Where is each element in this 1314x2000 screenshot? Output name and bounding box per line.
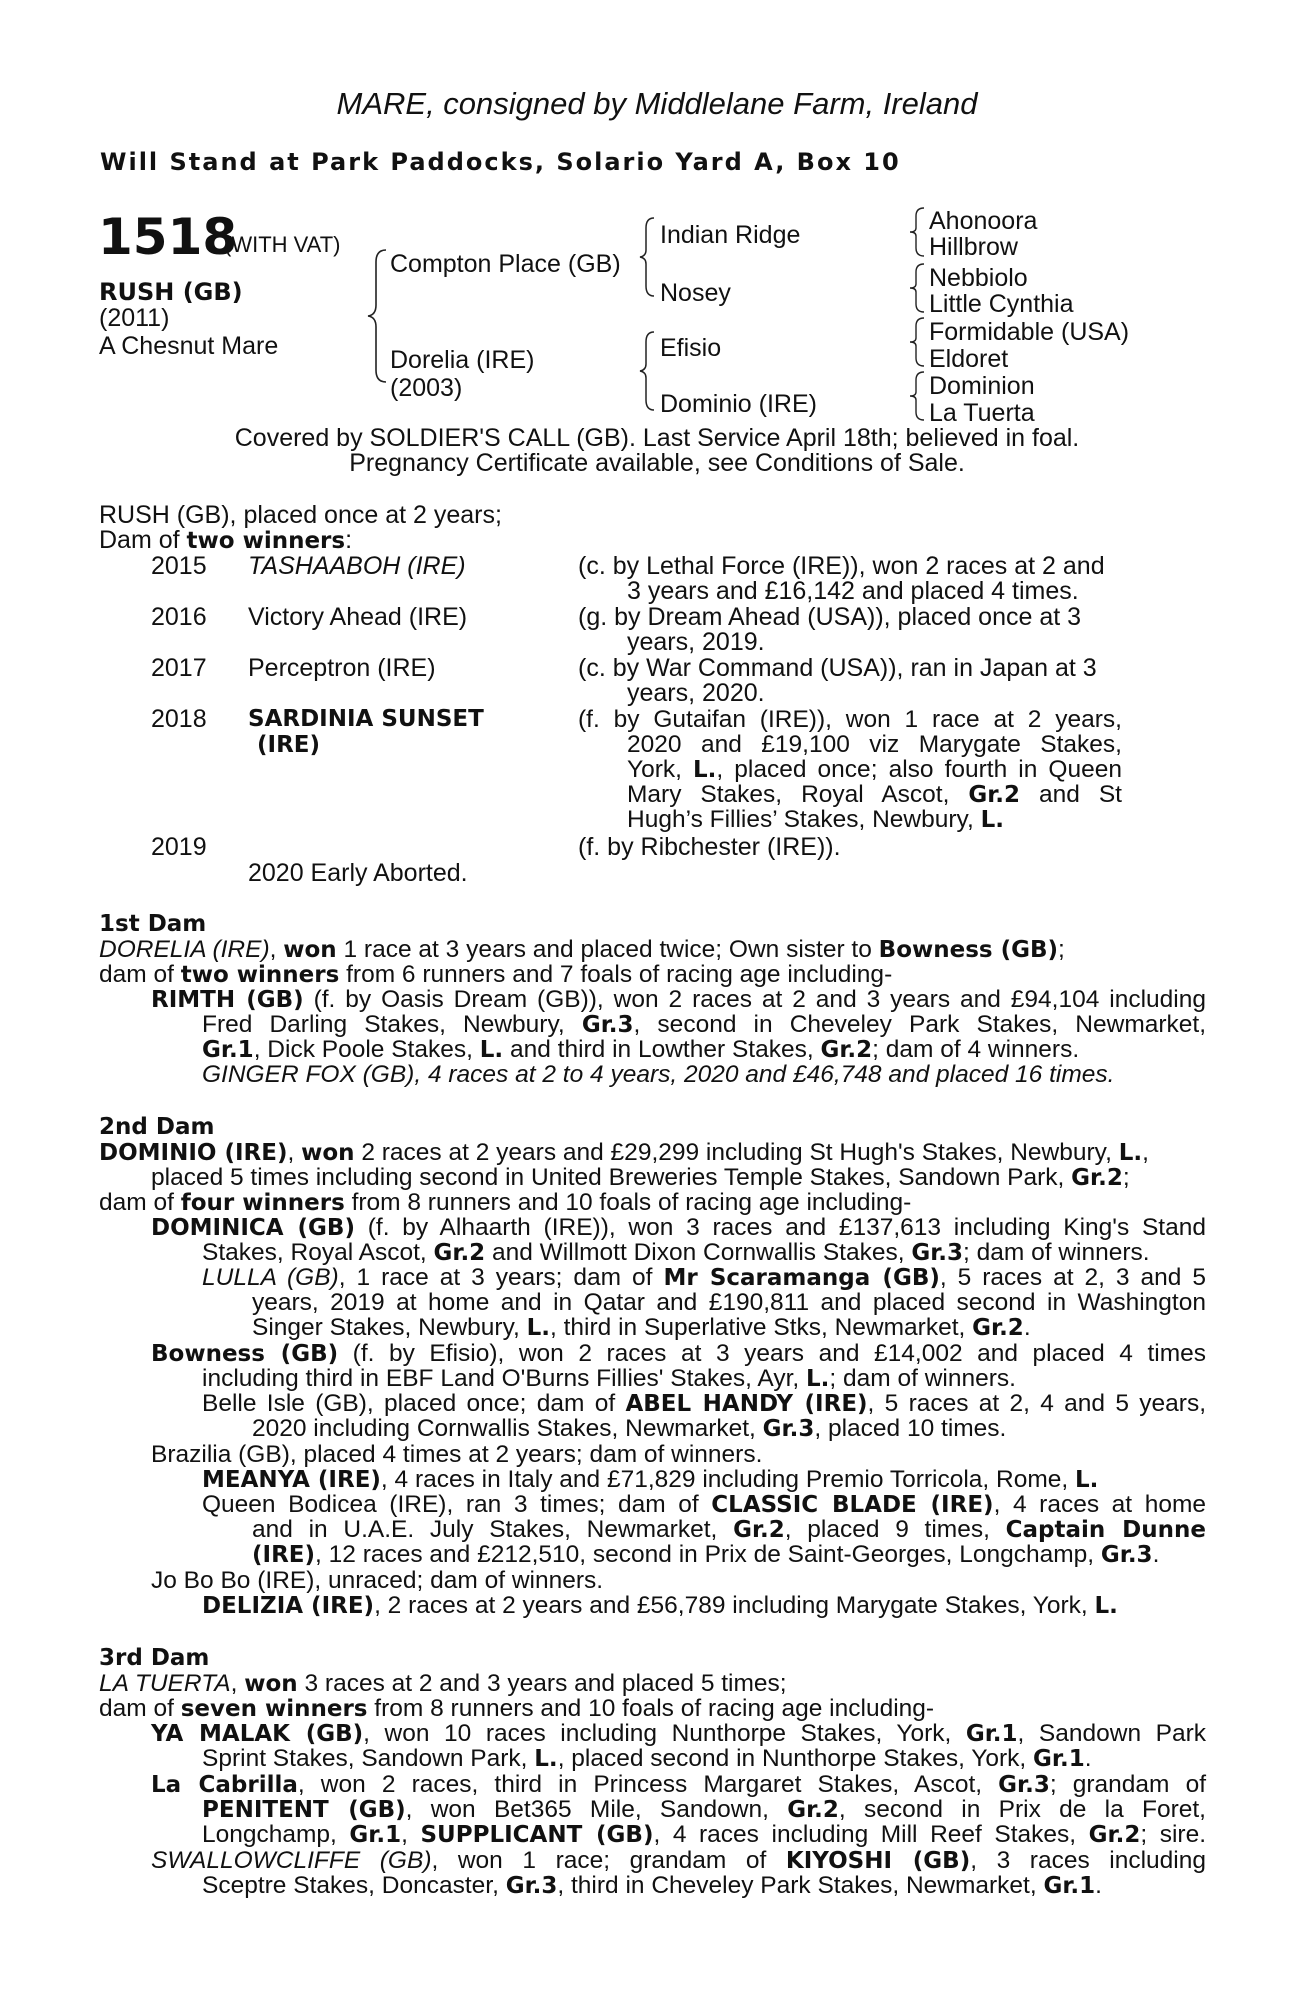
section-heading: 1st Dam [99, 911, 207, 937]
pedigree-sdd: Little Cynthia [929, 290, 1074, 318]
pedigree-brace-dam [636, 326, 660, 416]
pedigree-sire-dam: Nosey [660, 279, 731, 307]
produce-desc-cont: years, 2019. [627, 628, 765, 656]
pedigree-dam-dam: Dominio (IRE) [660, 390, 817, 418]
produce-desc-cont: 2020 and £19,100 viz Marygate Stakes, [627, 731, 1122, 758]
pedigree-dss: Formidable (USA) [929, 318, 1130, 346]
progeny-line: and in U.A.E. July Stakes, Newmarket, Gr.2, placed 9 times, Captain Dunne [252, 1516, 1206, 1543]
dam-line: LA TUERTA, won 3 races at 2 and 3 years and placed 5 times; [99, 1670, 787, 1697]
produce-desc-cont: Mary Stakes, Royal Ascot, Gr.2 and St [627, 781, 1122, 808]
progeny-line: Stakes, Royal Ascot, Gr.2 and Willmott Dixon Cornwallis Stakes, Gr.3; dam of winners. [202, 1239, 1150, 1266]
progeny-line: GINGER FOX (GB), 4 races at 2 to 4 years, 2020 and £46,748 and placed 16 times. [202, 1061, 1115, 1088]
produce-desc-cont: York, L., placed once; also fourth in Queen [627, 756, 1122, 783]
pedigree-sds: Nebbiolo [929, 264, 1028, 292]
pedigree-dds: Dominion [929, 372, 1035, 400]
produce-name: Victory Ahead (IRE) [248, 603, 468, 631]
produce-year: 2019 [151, 833, 207, 861]
pedigree-dam: Dorelia (IRE) [390, 346, 535, 374]
pedigree-sss: Ahonoora [929, 207, 1038, 235]
progeny-line: Queen Bodicea (IRE), ran 3 times; dam of CLASSIC BLADE (IRE), 4 races at home [202, 1491, 1206, 1518]
produce-name-winner: SARDINIA SUNSET [248, 706, 484, 732]
brace-g3 [906, 314, 928, 370]
produce-desc: (g. by Dream Ahead (USA)), placed once at 3 [578, 603, 1082, 631]
progeny-line: years, 2019 at home and in Qatar and £190,811 and placed second in Washington [252, 1289, 1206, 1316]
produce-desc: (f. by Gutaifan (IRE)), won 1 race at 2 years, [578, 706, 1122, 733]
section-heading: 3rd Dam [99, 1645, 210, 1671]
brace-g4 [906, 368, 928, 424]
progeny-line: DELIZIA (IRE), 2 races at 2 years and £56,789 including Marygate Stakes, York, L. [202, 1592, 1118, 1619]
produce-year: 2017 [151, 654, 207, 682]
progeny-line: (IRE), 12 races and £212,510, second in Prix de Saint-Georges, Longchamp, Gr.3. [252, 1541, 1160, 1568]
produce-year: 2015 [151, 552, 207, 580]
progeny-line: SWALLOWCLIFFE (GB), won 1 race; grandam of KIYOSHI (GB), 3 races including [151, 1847, 1206, 1874]
dam-line: dam of two winners from 6 runners and 7 foals of racing age including- [99, 961, 893, 988]
progeny-line: Gr.1, Dick Poole Stakes, L. and third in Lowther Stakes, Gr.2; dam of 4 winners. [202, 1036, 1080, 1063]
lot-number: 1518 [98, 208, 238, 266]
produce-year: 2018 [151, 705, 207, 733]
progeny-line: YA MALAK (GB), won 10 races including Nunthorpe Stakes, York, Gr.1, Sandown Park [151, 1720, 1207, 1747]
progeny-line: Brazilia (GB), placed 4 times at 2 years; dam of winners. [151, 1441, 763, 1468]
produce-desc: (c. by War Command (USA)), ran in Japan at 3 [578, 654, 1097, 682]
pedigree-ssd: Hillbrow [929, 233, 1018, 261]
produce-intro: RUSH (GB), placed once at 2 years; [99, 501, 502, 529]
produce-desc: (f. by Ribchester (IRE)). [578, 833, 841, 861]
produce-desc-cont: Hugh’s Fillies’ Stakes, Newbury, L. [627, 806, 1004, 833]
stand-location: Will Stand at Park Paddocks, Solario Yard A, Box 10 [100, 148, 901, 176]
dam-line: placed 5 times including second in United Breweries Temple Stakes, Sandown Park, Gr.2; [151, 1164, 1130, 1191]
progeny-line: Longchamp, Gr.1, SUPPLICANT (GB), 4 races including Mill Reef Stakes, Gr.2; sire. [202, 1821, 1206, 1848]
horse-description: A Chesnut Mare [99, 332, 279, 360]
produce-year: 2016 [151, 603, 207, 631]
produce-name-winner-suffix: (IRE) [257, 732, 321, 758]
vat-label: (WITH VAT) [224, 232, 341, 257]
produce-name: TASHAABOH (IRE) [248, 552, 466, 580]
progeny-line: PENITENT (GB), won Bet365 Mile, Sandown, Gr.2, second in Prix de la Foret, [202, 1796, 1206, 1823]
progeny-line: MEANYA (IRE), 4 races in Italy and £71,829 including Premio Torricola, Rome, L. [202, 1466, 1099, 1493]
produce-note: 2020 Early Aborted. [248, 859, 468, 887]
progeny-line: Jo Bo Bo (IRE), unraced; dam of winners. [151, 1567, 604, 1594]
horse-year: (2011) [99, 304, 170, 332]
progeny-line: Sprint Stakes, Sandown Park, L., placed second in Nunthorpe Stakes, York, Gr.1. [202, 1745, 1092, 1772]
progeny-line: Singer Stakes, Newbury, L., third in Superlative Stks, Newmarket, Gr.2. [252, 1314, 1031, 1341]
pedigree-sire: Compton Place (GB) [390, 250, 621, 278]
pedigree-brace-sire [636, 212, 660, 302]
progeny-line: La Cabrilla, won 2 races, third in Princess Margaret Stakes, Ascot, Gr.3; grandam of [151, 1771, 1207, 1798]
section-heading: 2nd Dam [99, 1114, 215, 1140]
produce-desc-cont: years, 2020. [627, 679, 765, 707]
pedigree-dam-sire: Efisio [660, 334, 722, 362]
produce-name: Perceptron (IRE) [248, 654, 436, 682]
sale-header-title: MARE, consigned by Middlelane Farm, Ireland [336, 86, 978, 121]
pedigree-sire-sire: Indian Ridge [660, 221, 801, 249]
brace-g2 [906, 260, 928, 316]
certificate-note: Pregnancy Certificate available, see Conditions of Sale. [349, 449, 965, 477]
dam-line: dam of four winners from 8 runners and 10 foals of racing age including- [99, 1189, 912, 1216]
progeny-line: LULLA (GB), 1 race at 3 years; dam of Mr Scaramanga (GB), 5 races at 2, 3 and 5 [202, 1264, 1207, 1291]
progeny-line: Belle Isle (GB), placed once; dam of ABEL HANDY (IRE), 5 races at 2, 4 and 5 years, [202, 1390, 1207, 1417]
produce-desc-cont: 3 years and £16,142 and placed 4 times. [627, 577, 1079, 605]
produce-dam-of: Dam of two winners: [99, 526, 353, 554]
progeny-line: Bowness (GB) (f. by Efisio), won 2 races at 3 years and £14,002 and placed 4 times [151, 1340, 1207, 1367]
progeny-line: DOMINICA (GB) (f. by Alhaarth (IRE)), won 3 races and £137,613 including King's Stand [151, 1214, 1206, 1241]
dam-line: DOMINIO (IRE), won 2 races at 2 years and £29,299 including St Hugh's Stakes, Newbury, L., [99, 1139, 1149, 1166]
brace-g1 [906, 204, 928, 260]
progeny-line: RIMTH (GB) (f. by Oasis Dream (GB)), won 2 races at 2 and 3 years and £94,104 including [151, 986, 1206, 1013]
pedigree-dsd: Eldoret [929, 345, 1009, 373]
pedigree-ddd: La Tuerta [929, 399, 1035, 427]
progeny-line: Fred Darling Stakes, Newbury, Gr.3, second in Cheveley Park Stakes, Newmarket, [202, 1011, 1206, 1038]
dam-line: DORELIA (IRE), won 1 race at 3 years and placed twice; Own sister to Bowness (GB); [99, 936, 1065, 963]
progeny-line: including third in EBF Land O'Burns Fillies' Stakes, Ayr, L.; dam of winners. [202, 1365, 1016, 1392]
covered-note: Covered by SOLDIER'S CALL (GB). Last Service April 18th; believed in foal. [234, 424, 1080, 452]
dam-line: dam of seven winners from 8 runners and 10 foals of racing age including- [99, 1695, 935, 1722]
pedigree-dam-year: (2003) [390, 374, 463, 402]
horse-name: RUSH (GB) [99, 278, 243, 306]
progeny-line: 2020 including Cornwallis Stakes, Newmarket, Gr.3, placed 10 times. [252, 1415, 1007, 1442]
produce-desc: (c. by Lethal Force (IRE)), won 2 races at 2 and [578, 552, 1105, 580]
progeny-line: Sceptre Stakes, Doncaster, Gr.3, third in Cheveley Park Stakes, Newmarket, Gr.1. [202, 1872, 1102, 1899]
